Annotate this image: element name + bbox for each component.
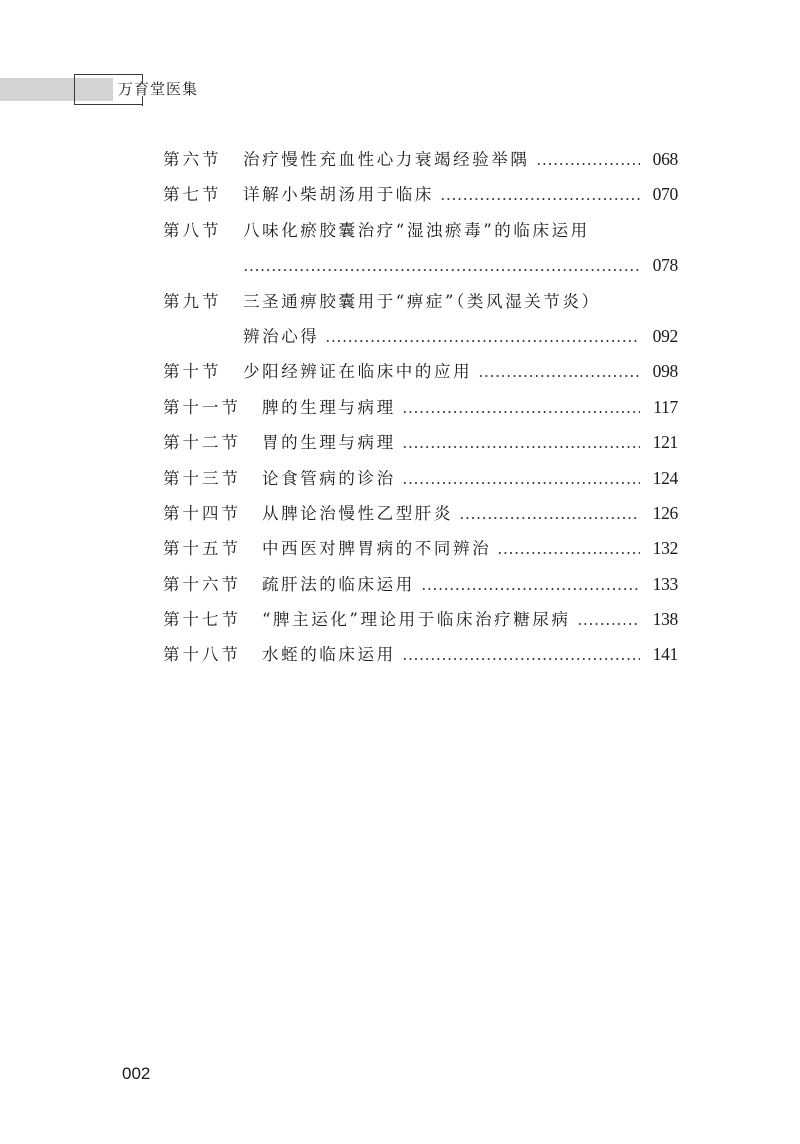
- section-page: 133: [652, 573, 678, 594]
- section-title: 详解小柴胡汤用于临床: [243, 185, 434, 205]
- section-page: 124: [652, 467, 678, 488]
- dot-leader: [402, 390, 640, 425]
- section-page: 138: [652, 609, 678, 630]
- toc-entry[interactable]: [163, 142, 678, 177]
- section-label: 第八节: [163, 220, 222, 240]
- section-page: 126: [652, 502, 678, 523]
- section-page: 068: [652, 149, 678, 169]
- section-label: 第十二节: [163, 433, 241, 453]
- dot-leader: [577, 602, 640, 637]
- section-title-continuation: 辨治心得: [243, 326, 320, 346]
- running-header-book-title: 万育堂医集: [118, 80, 199, 98]
- section-label: 第十四节: [163, 503, 241, 523]
- section-title: “脾主运化”理论用于临床治疗糖尿病: [262, 610, 571, 630]
- section-label: 第十一节: [163, 397, 241, 417]
- dot-leader: [478, 354, 640, 389]
- dot-leader: [402, 637, 640, 672]
- section-page: 121: [652, 432, 678, 453]
- toc-entry[interactable]: [163, 496, 678, 531]
- section-page: 132: [652, 538, 678, 559]
- section-title: 脾的生理与病理: [262, 397, 396, 417]
- section-title: 少阳经辨证在临床中的应用: [243, 362, 473, 382]
- toc-entry[interactable]: [163, 531, 678, 566]
- section-label: 第六节: [163, 150, 222, 169]
- dot-leader: [402, 425, 640, 460]
- toc-entry-continuation[interactable]: [163, 319, 678, 354]
- dot-leader: [243, 248, 640, 283]
- dot-leader: [421, 567, 640, 602]
- dot-leader: [459, 496, 640, 531]
- section-title: 八味化瘀胶囊治疗“湿浊瘀毒”的临床运用: [243, 220, 590, 240]
- toc-entry[interactable]: [163, 637, 678, 672]
- toc-entry[interactable]: [163, 461, 678, 496]
- section-label: 第十节: [163, 362, 222, 382]
- section-title: 三圣通痹胶囊用于“痹症”（类风湿关节炎）: [243, 291, 601, 311]
- dot-leader: [402, 461, 640, 496]
- toc-entry[interactable]: [163, 390, 678, 425]
- dot-leader: [325, 319, 640, 354]
- section-title: 论食管病的诊治: [262, 468, 396, 488]
- section-page: 117: [653, 396, 678, 417]
- section-title: 从脾论治慢性乙型肝炎: [262, 503, 453, 523]
- section-label: 第七节: [163, 185, 222, 205]
- section-label: 第十七节: [163, 610, 241, 630]
- section-label: 第十三节: [163, 468, 241, 488]
- toc-entry-continuation[interactable]: [163, 248, 678, 283]
- section-title: 治疗慢性充血性心力衰竭经验举隅: [243, 150, 530, 169]
- section-label: 第十八节: [163, 645, 241, 665]
- toc-entry[interactable]: [163, 213, 678, 248]
- section-page: 141: [652, 644, 678, 665]
- table-of-contents: [163, 142, 678, 673]
- section-page: 098: [652, 361, 678, 382]
- section-page: 070: [652, 184, 678, 205]
- section-page: 092: [652, 325, 678, 346]
- section-label: 第十五节: [163, 539, 241, 559]
- toc-entry[interactable]: [163, 284, 678, 319]
- dot-leader: [440, 177, 640, 212]
- toc-entry[interactable]: [163, 602, 678, 637]
- toc-entry[interactable]: [163, 354, 678, 389]
- dot-leader: [536, 142, 641, 177]
- section-label: 第十六节: [163, 574, 241, 594]
- section-title: 疏肝法的临床运用: [262, 574, 415, 594]
- section-title: 中西医对脾胃病的不同辨治: [262, 539, 492, 559]
- section-title: 胃的生理与病理: [262, 433, 396, 453]
- folio-page-number: 002: [122, 1064, 151, 1083]
- section-label: 第九节: [163, 291, 222, 311]
- dot-leader: [497, 531, 640, 566]
- toc-entry[interactable]: [163, 567, 678, 602]
- toc-entry[interactable]: [163, 177, 678, 212]
- section-page: 078: [652, 255, 678, 276]
- toc-entry[interactable]: [163, 425, 678, 460]
- section-title: 水蛭的临床运用: [262, 645, 396, 665]
